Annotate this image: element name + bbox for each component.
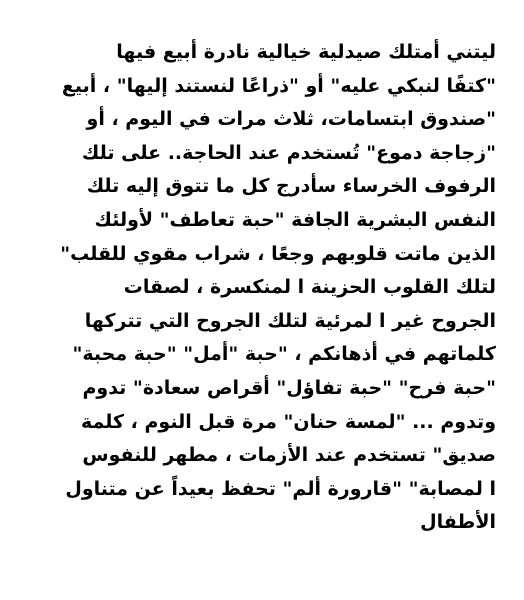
text-line-7: الذين ماتت قلوبهم وجعًا ، شراب مقوي للقلب" (60, 242, 496, 265)
text-line-8: لتلك القلوب الحزينة ا لمنكسرة ، لصقات (123, 276, 496, 299)
text-line-11: "حبة فرح" "حبة تفاؤل" أقراص سعادة" تدوم (82, 376, 496, 399)
text-line-9: الجروح غير ا لمرئية لتلك الجروح التي تتركها (84, 309, 496, 332)
text-line-10: كلماتهم في أذهانكم ، "حبة "أمل" "حبة محبة" (72, 343, 496, 366)
text-line-13: صديق" تستخدم عند الأزمات ، مطهر للنفوس (82, 444, 496, 467)
arabic-text-block (28, 36, 496, 540)
text-line-1: ليتني أمتلك صيدلية خيالية نادرة أبيع فيها (116, 41, 496, 63)
text-line-6: النفس البشرية الجافة "حبة تعاطف" لأولئك (94, 208, 496, 231)
text-line-15: الأطفال (420, 511, 496, 534)
text-line-2: "كتفًا لنبكي عليه" أو "ذراعًا لنستند إليها" ، أبيع (61, 74, 496, 97)
text-line-12: وتدوم ... "لمسة حنان" مرة قبل النوم ، كلمة (80, 410, 496, 433)
text-line-4: "زجاجة دموع" تُستخدم عند الحاجة.. على تلك (81, 141, 496, 164)
text-line-3: "صندوق ابتسامات، ثلاث مرات في اليوم ، أو (86, 108, 496, 131)
text-line-14: ا لمصابة" "قارورة ألم" تحفظ بعيداً عن متناول (65, 477, 496, 500)
text-line-5: الرفوف الخرساء سأدرج كل ما تتوق إليه تلك (86, 175, 496, 198)
